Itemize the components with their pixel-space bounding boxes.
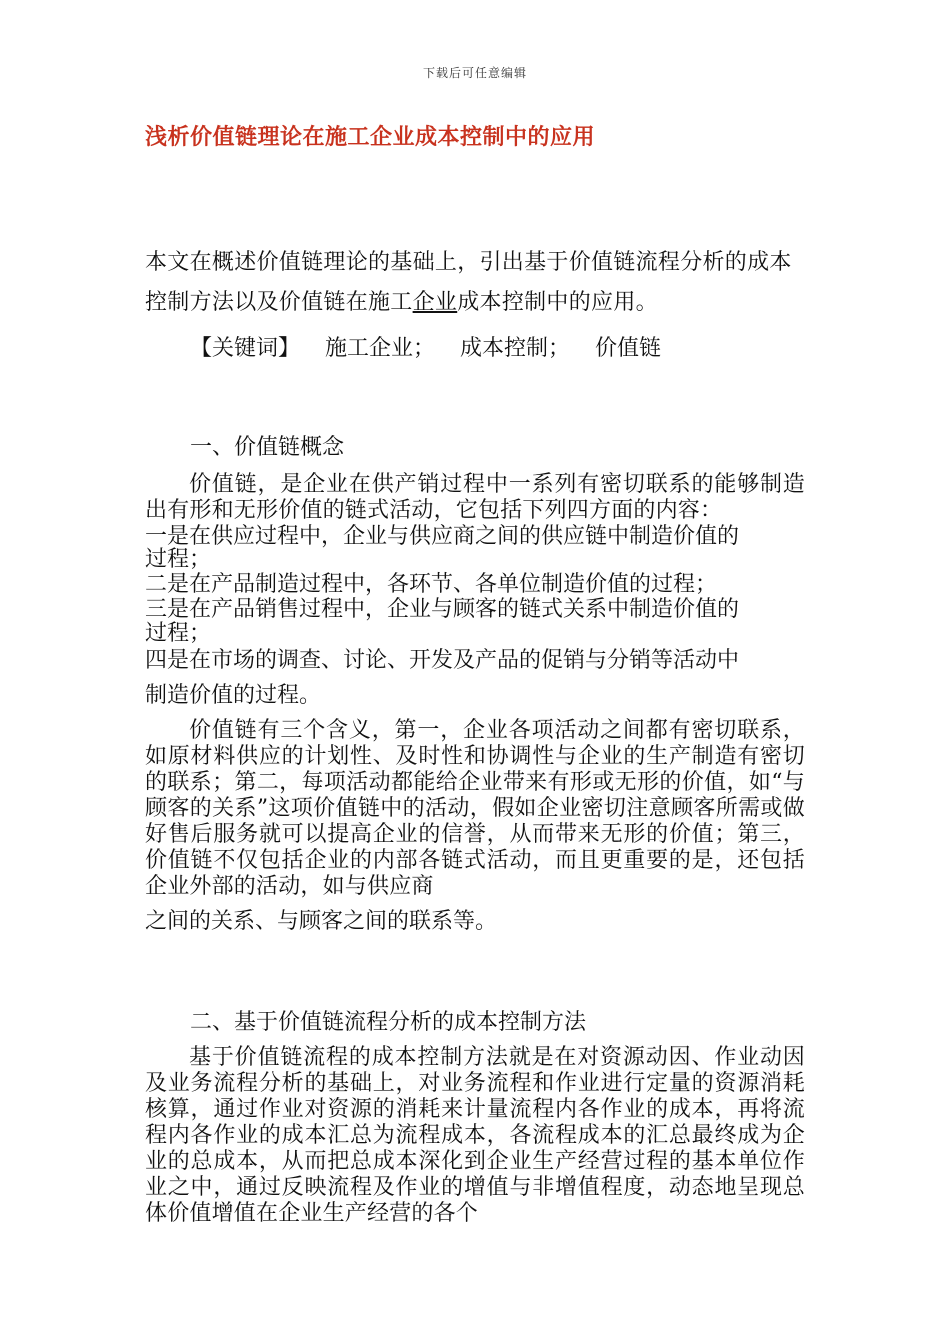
keyword-item: 施工企业； — [325, 336, 436, 361]
abstract-link-word[interactable]: 企业 — [412, 290, 458, 315]
list-item-2: 二是在产品制造过程中，各环节、各单位制造价值的过程； — [145, 572, 718, 597]
section-heading-2: 二、基于价值链流程分析的成本控制方法 — [190, 1010, 587, 1035]
abstract-paragraph — [145, 243, 810, 323]
list-item-4-line1: 四是在市场的调查、讨论、开发及产品的促销与分销等活动中 — [145, 648, 740, 673]
section2-paragraph-1: 基于价值链流程的成本控制方法就是在对资源动因、作业动因及业务流程分析的基础上，对业务流程和作业进行定量的资源消耗核算，通过作业对资源的消耗来计量流程内各作业的成本，再将流程内各作业的成本汇总为流程成本，各流程成本的汇总最终成为企业的总成本，从而把总成本深化到企业生产经营过程的基本单位作业之中，通过反映流程及作业的增值与非增值程度，动态地呈现总体价值增值在企业生产经营的各个 — [145, 1045, 805, 1226]
list-item-4-line2: 制造价值的过程。 — [145, 683, 322, 708]
keyword-item: 成本控制； — [460, 336, 571, 361]
keywords-label: 【关键词】 — [190, 336, 301, 361]
list-item-3-line1: 三是在产品销售过程中，企业与顾客的链式关系中制造价值的 — [145, 597, 740, 622]
list-item-3-line2: 过程； — [145, 621, 212, 646]
header-note: 下载后可任意编辑 — [422, 66, 527, 80]
abstract-text-1: 本文在概述价值链理论的基础上，引出基于价值链流程分析的成本控制方法以及价值链在施工 — [145, 250, 792, 315]
section1-intro-paragraph: 价值链，是企业在供产销过程中一系列有密切联系的能够制造出有形和无形价值的链式活动，它包括下列四方面的内容： — [145, 472, 805, 523]
list-item-1-line2: 过程； — [145, 547, 212, 572]
abstract-text-2: 成本控制中的应用。 — [457, 290, 658, 315]
section-heading-1: 一、价值链概念 — [190, 435, 345, 460]
document-title: 浅析价值链理论在施工企业成本控制中的应用 — [145, 124, 596, 150]
keyword-item: 价值链 — [595, 336, 662, 361]
keywords-line — [190, 333, 661, 365]
section1-paragraph-2: 价值链有三个含义，第一，企业各项活动之间都有密切联系，如原材料供应的计划性、及时性和协调性与企业的生产制造有密切的联系；第二，每项活动都能给企业带来有形或无形的价值，如“与顾客的关系”这项价值链中的活动，假如企业密切注意顾客所需或做好售后服务就可以提高企业的信誉，从而带来无形的价值；第三，价值链不仅包括企业的内部各链式活动，而且更重要的是，还包括企业外部的活动，如与供应商 — [145, 718, 805, 899]
section1-paragraph-2-last-line: 之间的关系、与顾客之间的联系等。 — [145, 909, 498, 934]
list-item-1-line1: 一是在供应过程中，企业与供应商之间的供应链中制造价值的 — [145, 524, 740, 549]
